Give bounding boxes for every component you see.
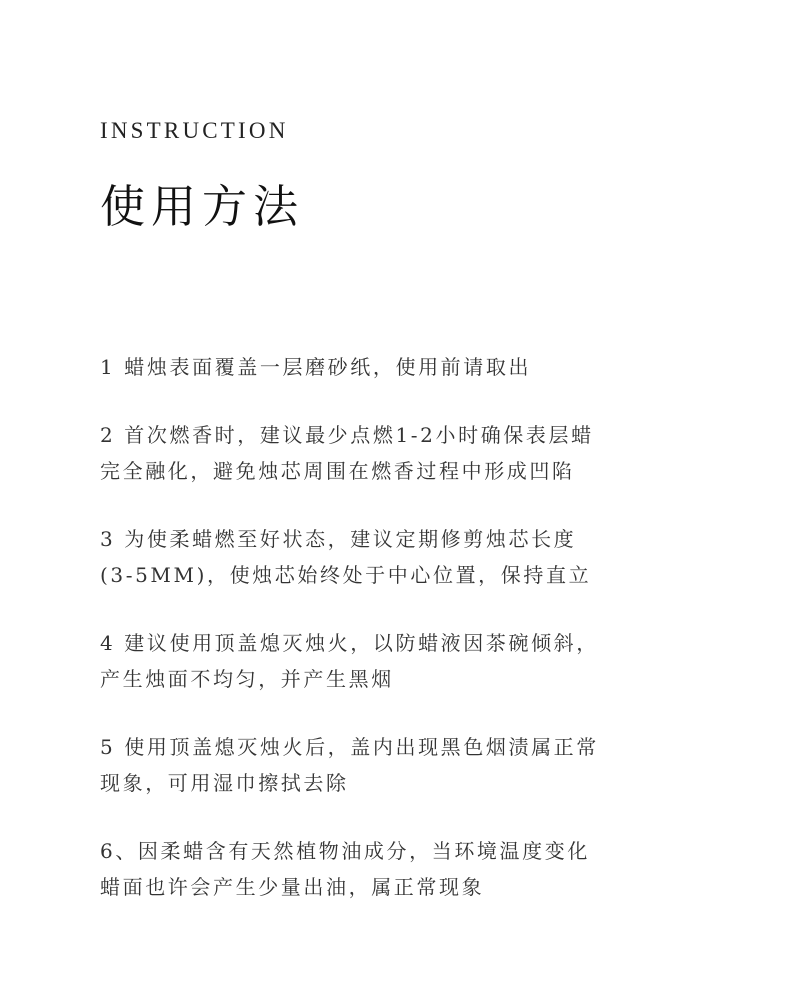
section-eyebrow: INSTRUCTION xyxy=(100,118,289,143)
instruction-line: 完全融化，避免烛芯周围在燃香过程中形成凹陷 xyxy=(100,459,575,483)
instruction-line: 2 首次燃香时，建议最少点燃1-2小时确保表层蜡 xyxy=(100,423,594,447)
instruction-item-6 xyxy=(100,833,710,905)
instruction-line: 产生烛面不均匀，并产生黑烟 xyxy=(100,667,394,691)
instruction-line: 5 使用顶盖熄灭烛火后，盖内出现黑色烟渍属正常 xyxy=(100,735,599,759)
instruction-item-4 xyxy=(100,625,710,697)
page-title: 使用方法 xyxy=(100,180,305,233)
instruction-item-2 xyxy=(100,417,710,489)
instruction-line: (3-5MM)，使烛芯始终处于中心位置，保持直立 xyxy=(100,563,592,587)
instruction-line: 6、因柔蜡含有天然植物油成分，当环境温度变化 xyxy=(100,839,590,863)
instruction-line: 4 建议使用顶盖熄灭烛火，以防蜡液因茶碗倾斜， xyxy=(100,631,599,655)
instruction-line: 蜡面也许会产生少量出油，属正常现象 xyxy=(100,875,485,899)
instruction-line: 现象，可用湿巾擦拭去除 xyxy=(100,771,349,795)
instruction-item-3 xyxy=(100,521,710,593)
instruction-line: 1 蜡烛表面覆盖一层磨砂纸，使用前请取出 xyxy=(100,355,532,379)
instruction-item-5 xyxy=(100,729,710,801)
instruction-list xyxy=(100,349,710,937)
instruction-line: 3 为使柔蜡燃至好状态，建议定期修剪烛芯长度 xyxy=(100,527,577,551)
instruction-item-1 xyxy=(100,349,710,385)
